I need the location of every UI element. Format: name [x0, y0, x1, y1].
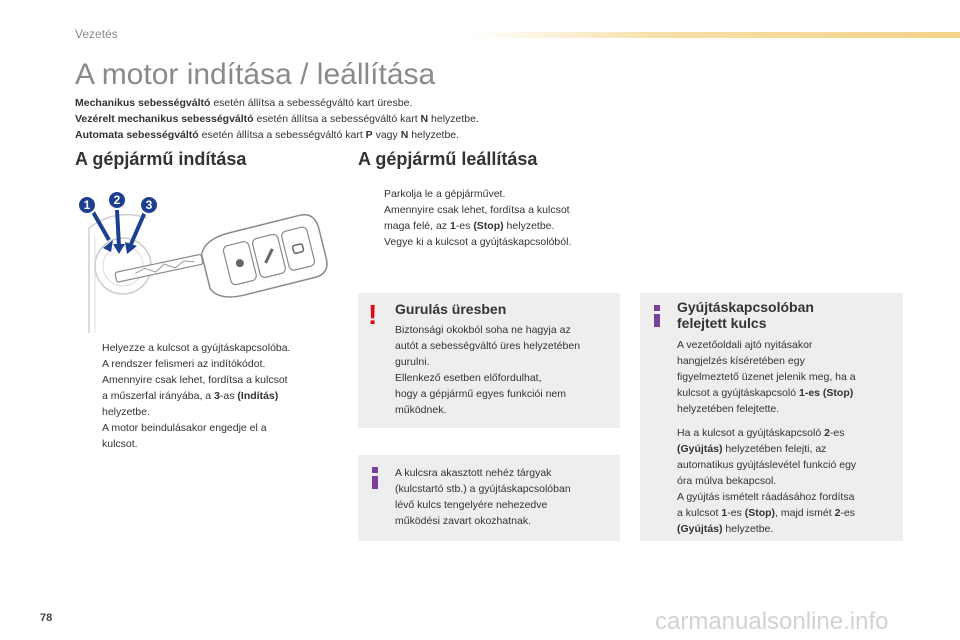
- intro-line2-bold: Vezérelt mechanikus sebességváltó: [75, 113, 254, 125]
- callout-2-label: 2: [113, 193, 121, 207]
- arrow-3: [131, 212, 145, 244]
- section-label: Vezetés: [75, 27, 118, 41]
- start-steps-list: [80, 340, 340, 452]
- key-blade: [115, 254, 203, 282]
- info-box-forgotten-text: A vezetőoldali ajtó nyitásakor hangjelzés kíséretében egy figyelmeztető üzenet jelenik meg, ha a kulcsot a gyújtáskapcsoló 1-es (Stop) helyzetében felejtette. Ha a kulcsot a gyújtáskapcsoló 2-es (Gyújtás) helyzetében felejti, az automatikus gyújtáslevétel funkció egy óra múlva bekapcsol. A gyújtás ismételt ráadásához fordítsa a kulcsot 1-es (Stop), majd ismét 2-es (Gyújtás) helyzetbe.: [677, 339, 857, 535]
- info-icon: [653, 305, 660, 327]
- start-heading: A gépjármű indítása: [75, 149, 247, 169]
- key-fob: [198, 212, 330, 303]
- list-item: Vegye ki a kulcsot a gyújtáskapcsolóból.: [384, 236, 572, 248]
- stop-heading: A gépjármű leállítása: [358, 149, 538, 169]
- callout-3-label: 3: [145, 198, 153, 212]
- intro-line1-bold: Mechanikus sebességváltó: [75, 97, 211, 109]
- warning-box-title: Gurulás üresben: [395, 301, 507, 317]
- info-box-keyring-text: A kulcsra akasztott nehéz tárgyak (kulcstartó stb.) a gyújtáskapcsolóban lévő kulcs tengelyére nehezedve működési zavart okozhatnak.: [395, 467, 571, 527]
- page-number: 78: [40, 612, 53, 624]
- warning-icon: !: [368, 299, 378, 330]
- info-box-keyring: [358, 455, 620, 541]
- info-icon: [371, 467, 378, 489]
- ignition-key-illustration: [75, 188, 340, 336]
- warning-box-coasting: [358, 293, 620, 428]
- intro-line3-bold: Automata sebességváltó: [75, 129, 199, 141]
- list-item: Amennyire csak lehet, fordítsa a kulcsot a műszerfal irányába, a 3-as (Indítás) helyzetbe.: [102, 374, 288, 418]
- info-box-forgotten-key: [640, 293, 903, 541]
- info-box-forgotten-title: Gyújtáskapcsolóban felejtett kulcs: [677, 299, 814, 331]
- callout-1-label: 1: [83, 198, 91, 212]
- list-item: Parkolja le a gépjárművet.: [384, 188, 506, 200]
- list-item: Amennyire csak lehet, fordítsa a kulcsot maga felé, az 1-es (Stop) helyzetbe.: [384, 204, 570, 232]
- list-item: Helyezze a kulcsot a gyújtáskapcsolóba. A rendszer felismeri az indítókódot.: [102, 342, 291, 370]
- page-title: A motor indítása / leállítása: [75, 58, 436, 91]
- intro-paragraph: Mechanikus sebességváltó esetén állítsa a sebességváltó kart üresbe. Vezérelt mechanikus sebességváltó esetén állítsa a sebességváltó kart N helyzetbe. Automata sebességváltó esetén állítsa a sebességváltó kart P vagy N helyzetbe.: [75, 97, 479, 141]
- stop-steps-list: [362, 186, 632, 250]
- arrow-1: [93, 212, 109, 240]
- arrow-2: [117, 210, 119, 246]
- header-accent-bar: [470, 32, 960, 38]
- watermark: carmanualsonline.info: [655, 608, 889, 635]
- warning-box-text: Biztonsági okokból soha ne hagyja az autót a sebességváltó üres helyzetében gurulni. Ellenkező esetben előfordulhat, hogy a gépjármű egyes funkciói nem működnek.: [395, 324, 581, 416]
- list-item: A motor beindulásakor engedje el a kulcsot.: [102, 422, 267, 450]
